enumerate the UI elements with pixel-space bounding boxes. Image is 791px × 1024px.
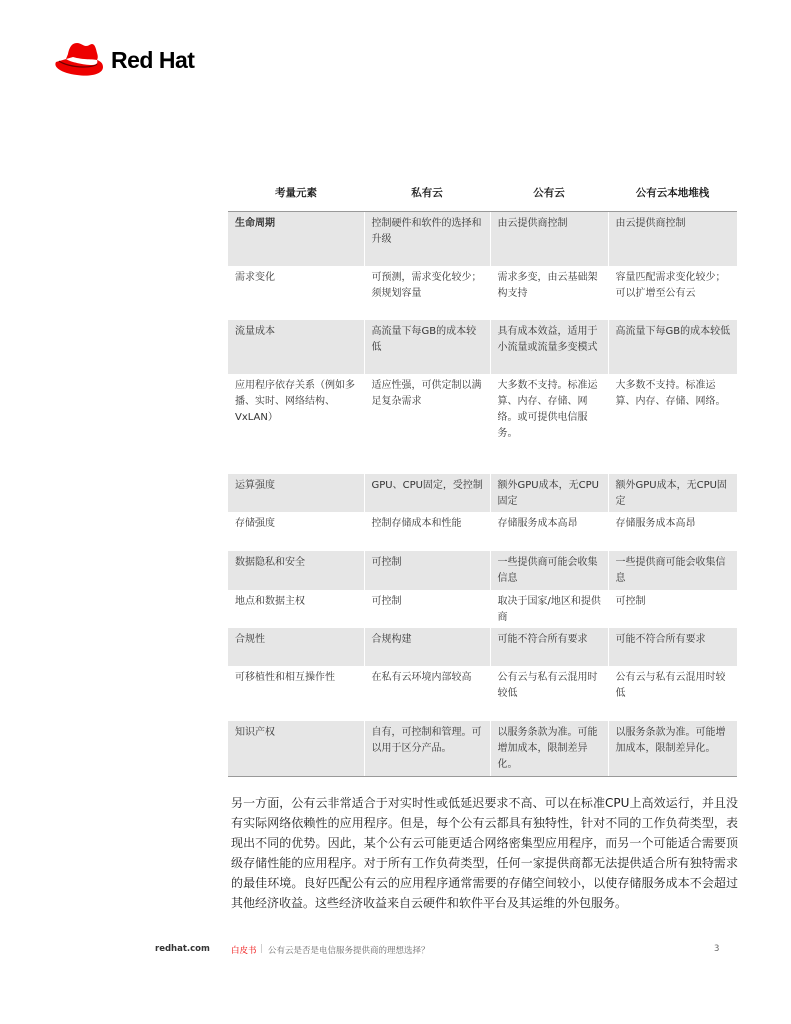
cell-private: 控制存储成本和性能	[364, 512, 490, 551]
cell-public: 具有成本效益，适用于小流量或流量多变模式	[490, 320, 608, 374]
cell-private: 可控制	[364, 590, 490, 628]
header-private-cloud: 私有云	[364, 175, 490, 212]
row-label: 合规性	[228, 628, 364, 666]
footer-doc-type: 白皮书	[231, 946, 257, 956]
table-row	[228, 590, 737, 628]
table-row	[228, 666, 737, 721]
body-paragraph: 另一方面，公有云非常适合于对实时性或低延迟要求不高、可以在标准CPU上高效运行，并且没有实际网络依赖性的应用程序。但是，每个公有云都具有独特性，针对不同的工作负荷类型，表现出不同的优势。因此，某个公有云可能更适合网络密集型应用程序，而另一个可能适合需要顶级存储性能的应用程序。对于所有工作负荷类型，任何一家提供商都无法提供适合所有独特需求的最佳环境。良好匹配公有云的应用程序通常需要的存储空间较小，以使存储服务成本不会超过其他经济收益。这些经济收益来自云硬件和软件平台及其运维的外包服务。	[231, 796, 738, 910]
cell-private: 适应性强，可供定制以满足复杂需求	[364, 374, 490, 474]
cell-local-stack: 以服务条款为准。可能增加成本，限制差异化。	[608, 721, 737, 777]
cell-private: 自有，可控制和管理。可以用于区分产品。	[364, 721, 490, 777]
row-label: 需求变化	[235, 271, 275, 283]
row-label: 存储强度	[235, 517, 275, 529]
page-number: 3	[714, 944, 720, 954]
table-header-row	[228, 175, 737, 212]
footer-separator: |	[260, 944, 263, 954]
cell-local-stack: 公有云与私有云混用时较低	[608, 666, 737, 721]
cell-public: 公有云与私有云混用时较低	[490, 666, 608, 721]
cell-local-stack: 高流量下每GB的成本较低	[608, 320, 737, 374]
header-factor: 考量元素	[228, 175, 364, 212]
header-public-cloud-local-stack: 公有云本地堆栈	[608, 175, 737, 212]
cell-private: 高流量下每GB的成本较低	[364, 320, 490, 374]
cell-public: 取决于国家/地区和提供商	[490, 590, 608, 628]
cell-private: 在私有云环境内部较高	[364, 666, 490, 721]
row-label: 数据隐私和安全	[228, 551, 364, 590]
row-label: 应用程序依存关系（例如多播、实时、网络结构、VxLAN）	[235, 379, 355, 423]
cell-private: GPU、CPU固定，受控制	[364, 474, 490, 512]
row-label: 地点和数据主权	[235, 595, 305, 607]
cell-public: 额外GPU成本，无CPU固定	[490, 474, 608, 512]
cell-local-stack: 由云提供商控制	[608, 212, 737, 266]
cell-private: 控制硬件和软件的选择和升级	[364, 212, 490, 266]
cell-local-stack: 可能不符合所有要求	[608, 628, 737, 666]
table-row	[228, 266, 737, 320]
comparison-table	[228, 175, 737, 777]
footer-site-link[interactable]: redhat.com	[155, 944, 210, 954]
cell-public: 大多数不支持。标准运算、内存、存储、网络。或可提供电信服务。	[490, 374, 608, 474]
row-label: 流量成本	[228, 320, 364, 374]
red-hat-logo	[53, 40, 194, 80]
red-hat-icon	[53, 40, 105, 80]
cell-private: 合规构建	[364, 628, 490, 666]
cell-public: 以服务条款为准。可能增加成本，限制差异化。	[490, 721, 608, 777]
table-row	[228, 474, 737, 512]
cell-public: 一些提供商可能会收集信息	[490, 551, 608, 590]
cell-private: 可预测，需求变化较少；须规划容量	[364, 266, 490, 320]
cell-local-stack: 存储服务成本高昂	[608, 512, 737, 551]
table-row	[228, 374, 737, 474]
cell-local-stack: 大多数不支持。标准运算、内存、存储、网络。	[608, 374, 737, 474]
cell-public: 存储服务成本高昂	[490, 512, 608, 551]
header-public-cloud: 公有云	[490, 175, 608, 212]
cell-public: 可能不符合所有要求	[490, 628, 608, 666]
cell-public: 由云提供商控制	[490, 212, 608, 266]
cell-local-stack: 一些提供商可能会收集信息	[608, 551, 737, 590]
cell-public: 需求多变，由云基础架构支持	[490, 266, 608, 320]
cell-local-stack: 容量匹配需求变化较少；可以扩增至公有云	[608, 266, 737, 320]
row-label: 运算强度	[228, 474, 364, 512]
table-row	[228, 721, 737, 777]
table-row	[228, 512, 737, 551]
table-row	[228, 320, 737, 374]
table-row	[228, 551, 737, 590]
brand-name: Red Hat	[111, 46, 195, 73]
footer-doc-title: 公有云是否是电信服务提供商的理想选择？	[268, 946, 430, 956]
cell-private: 可控制	[364, 551, 490, 590]
row-label: 可移植性和相互操作性	[235, 671, 335, 683]
cell-local-stack: 额外GPU成本，无CPU固定	[608, 474, 737, 512]
cell-local-stack: 可控制	[608, 590, 737, 628]
row-label: 知识产权	[228, 721, 364, 777]
row-label: 生命周期	[228, 212, 364, 266]
table-row	[228, 628, 737, 666]
table-row	[228, 212, 737, 266]
